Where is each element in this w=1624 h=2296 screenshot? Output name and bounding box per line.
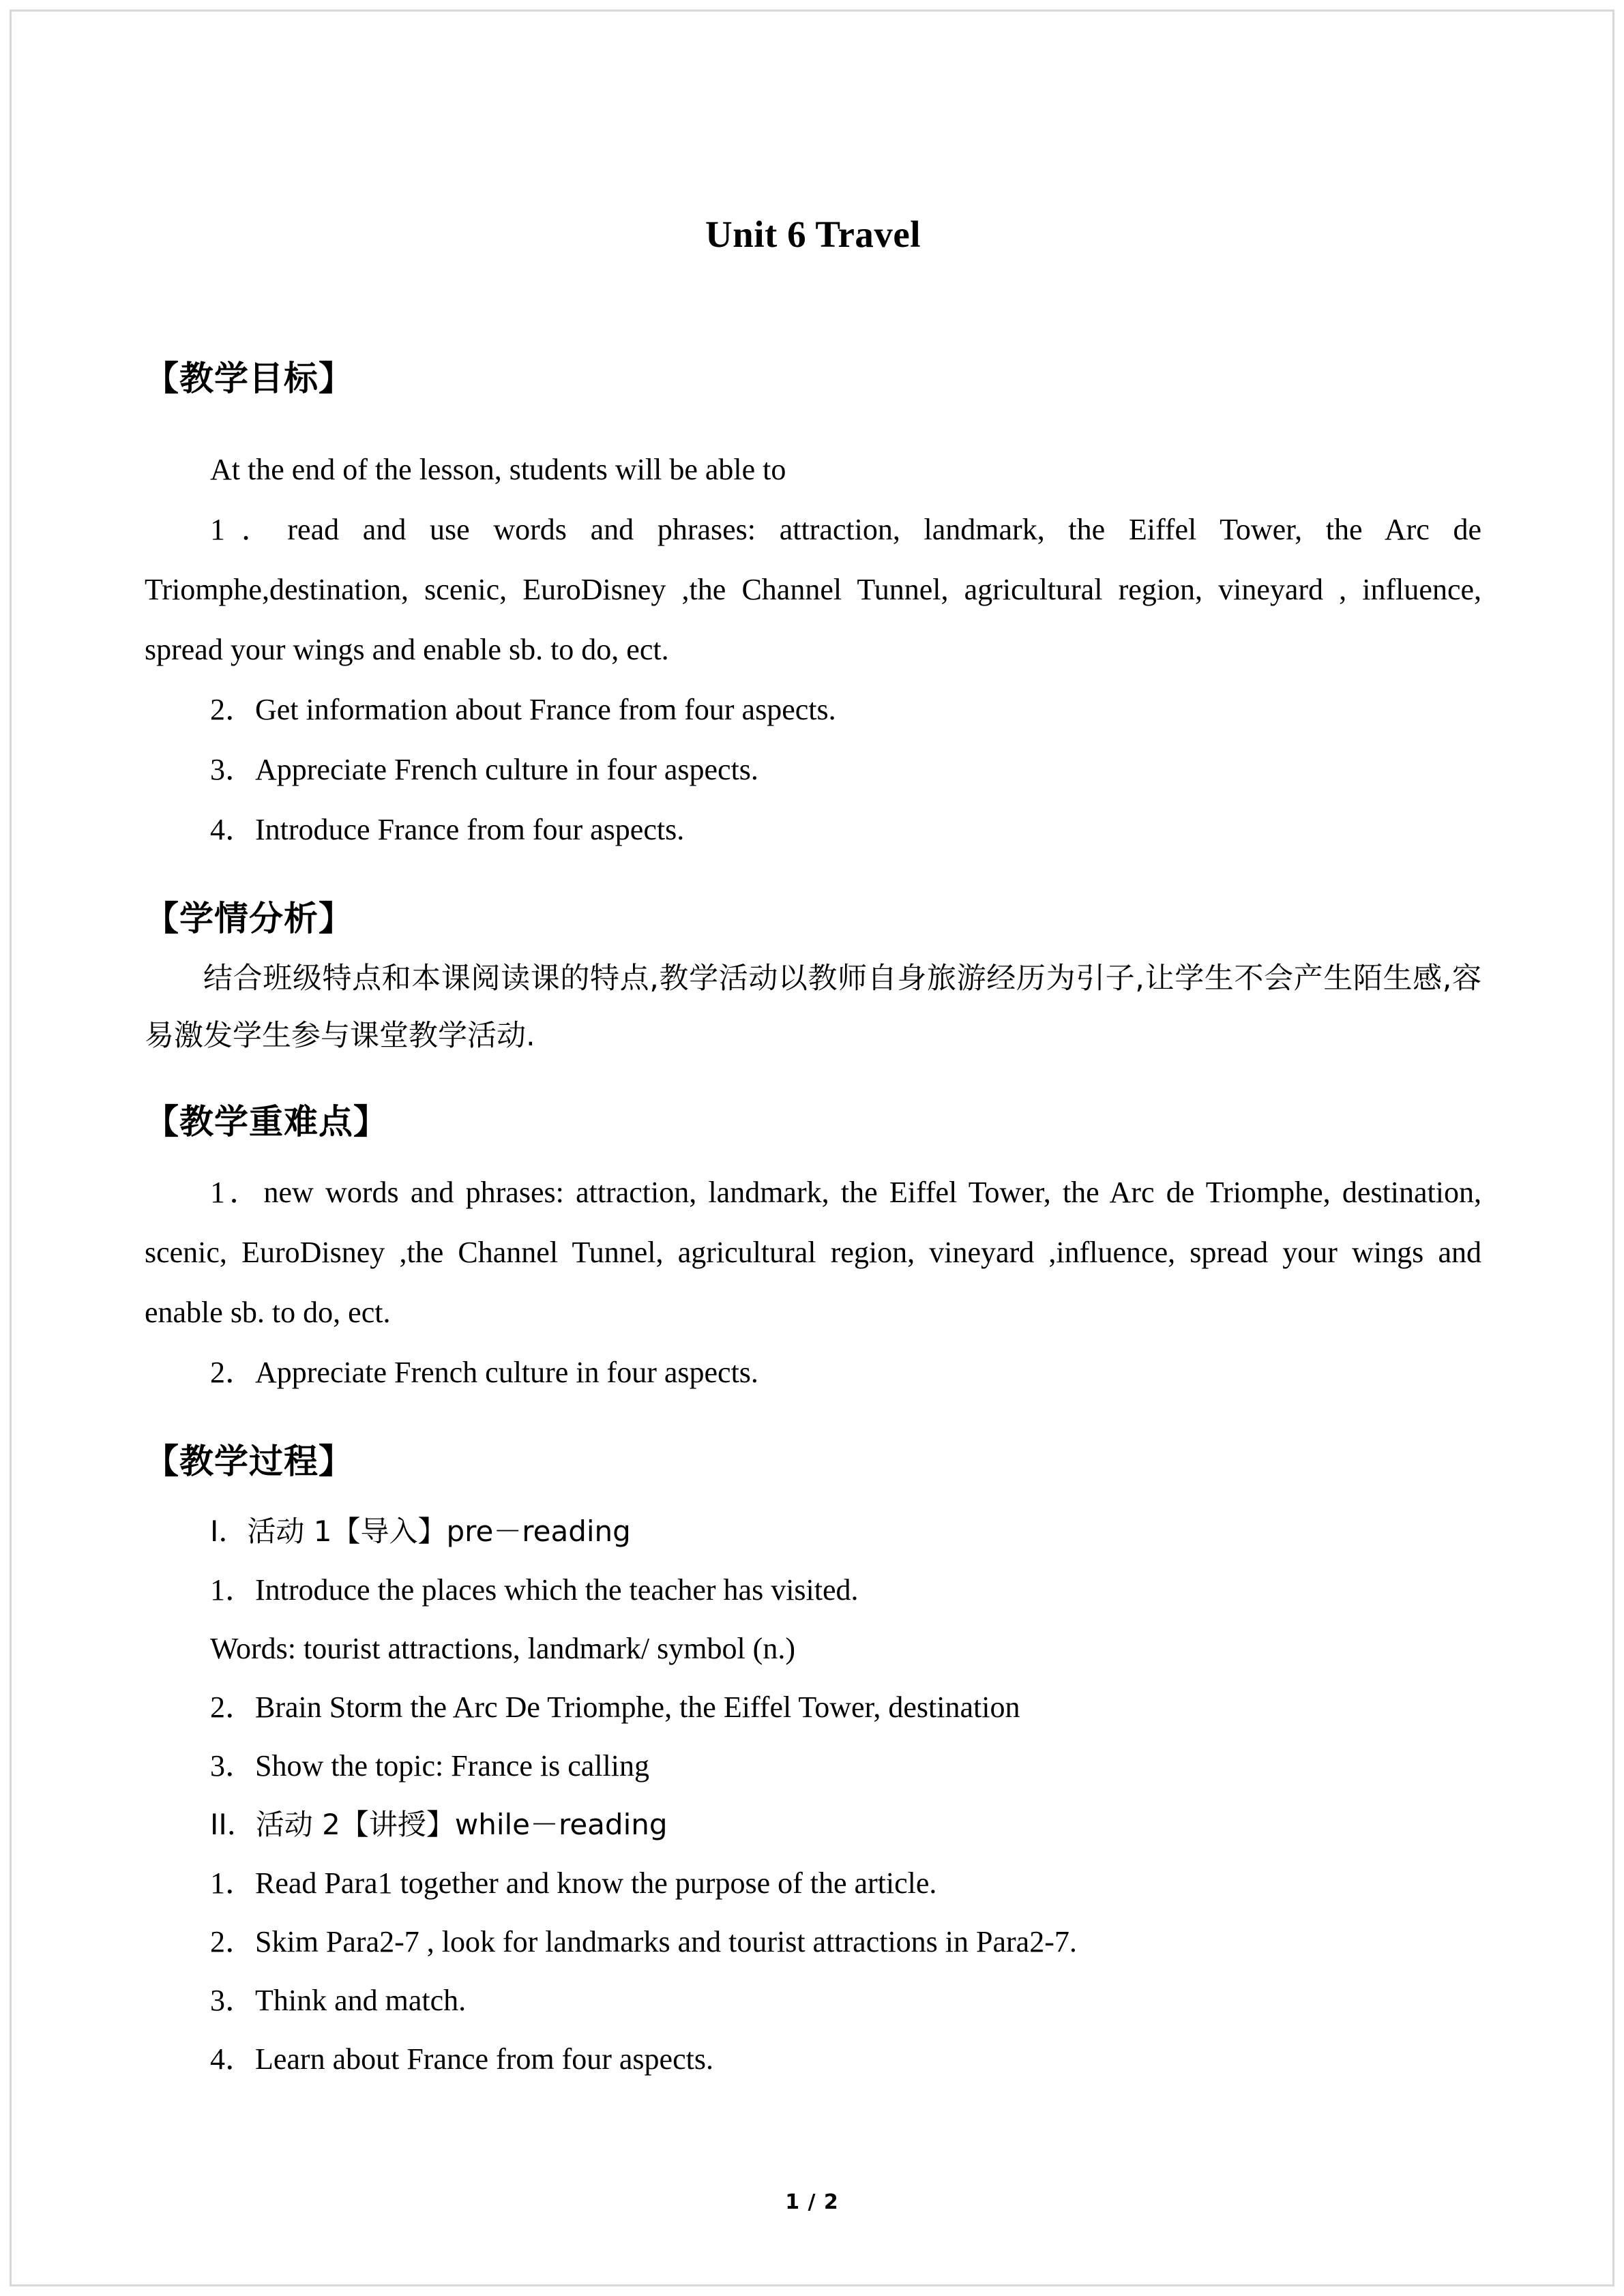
process-item-10: 4．Learn about France from four aspects.: [210, 2042, 713, 2076]
process-item-7: 1．Read Para1 together and know the purpose of the article.: [210, 1866, 937, 1900]
section-key-difficult-points: [145, 1094, 1481, 1403]
process-item-8: 2．Skim Para2-7 , look for landmarks and tourist attractions in Para2-7.: [210, 1925, 1077, 1958]
goals-item-4: 4．Introduce France from four aspects.: [210, 813, 685, 846]
keypoints-item-1: 1．new words and phrases: attraction, landmark, the Eiffel Tower, the Arc de Triomphe, destination, scenic, EuroDisney ,the Channel Tunnel, agricultural region, vineyard ,influence, spread your wings and enable sb. to do, ect.: [145, 1176, 1481, 1329]
process-item-3: Words: tourist attractions, landmark/ symbol (n.): [210, 1632, 795, 1665]
section-heading-analysis: 【学情分析】: [145, 899, 353, 938]
section-teaching-process: [145, 1434, 1481, 2089]
section-heading-process: 【教学过程】: [145, 1442, 353, 1481]
page-title: Unit 6 Travel: [705, 213, 921, 255]
section-teaching-goals: [145, 351, 1481, 860]
process-item-4: 2．Brain Storm the Arc De Triomphe, the Eiffel Tower, destination: [210, 1690, 1020, 1724]
goals-item-1: 1．read and use words and phrases: attraction, landmark, the Eiffel Tower, the Arc de Triomphe,destination, scenic, EuroDisney ,the Channel Tunnel, agricultural region, vineyard , influence, spread your wings and enable sb. to do, ect.: [145, 513, 1481, 666]
analysis-body: 结合班级特点和本课阅读课的特点,教学活动以教师自身旅游经历为引子,让学生不会产生陌生感,容易激发学生参与课堂教学活动.: [145, 961, 1481, 1053]
keypoints-item-2: 2．Appreciate French culture in four aspects.: [210, 1356, 758, 1389]
section-heading-goals: 【教学目标】: [145, 359, 353, 398]
process-item-2: 1．Introduce the places which the teacher has visited.: [210, 1573, 859, 1607]
goals-intro: At the end of the lesson, students will be able to: [210, 453, 786, 486]
process-item-6: II．活动 2【讲授】while－reading: [210, 1808, 668, 1841]
process-item-1: I．活动 1【导入】pre－reading: [210, 1515, 631, 1548]
page-footer: 1 / 2: [785, 2190, 839, 2214]
goals-item-2: 2．Get information about France from four aspects.: [210, 693, 836, 726]
document-content: [145, 184, 1481, 2089]
section-student-analysis: [145, 891, 1481, 1064]
goals-item-3: 3．Appreciate French culture in four aspects.: [210, 753, 758, 786]
process-item-9: 3．Think and match.: [210, 1984, 467, 2017]
process-item-5: 3．Show the topic: France is calling: [210, 1749, 649, 1783]
section-heading-keypoints: 【教学重难点】: [145, 1102, 388, 1142]
